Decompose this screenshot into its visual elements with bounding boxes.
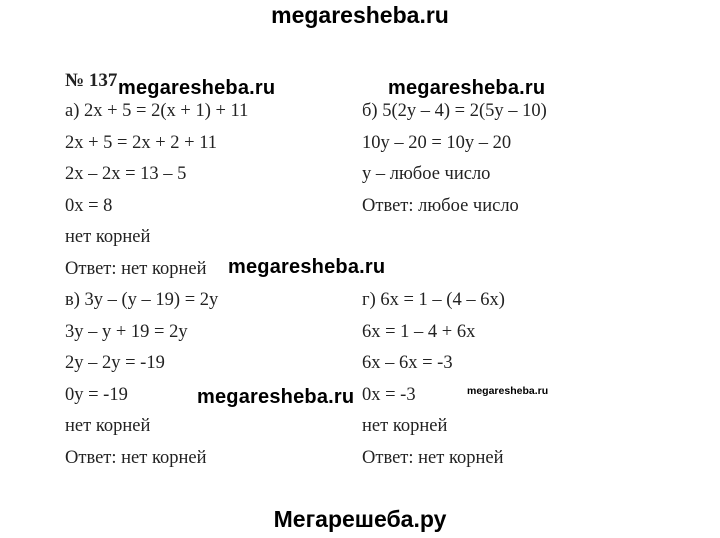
part-g-line: г) 6x = 1 – (4 – 6x) <box>362 290 505 310</box>
part-g-line: 6x – 6x = -3 <box>362 353 453 374</box>
part-a-line: 0x = 8 <box>65 195 113 216</box>
watermark: megaresheba.ru <box>197 386 355 408</box>
watermark-small: megaresheba.ru <box>467 385 549 397</box>
part-v-line: 2y – 2y = -19 <box>65 353 165 374</box>
part-v-line: в) 3y – (y – 19) = 2y <box>65 290 219 310</box>
part-v-line: 0y = -19 <box>65 384 128 405</box>
part-a-line: 2x + 5 = 2x + 2 + 11 <box>65 132 218 153</box>
part-a-line: нет корней <box>65 227 151 248</box>
part-g-answer: Ответ: нет корней <box>362 447 504 468</box>
part-a-answer: Ответ: нет корней <box>65 258 207 279</box>
task-number: № 137 <box>65 70 118 91</box>
part-b-line: б) 5(2y – 4) = 2(5y – 10) <box>362 101 547 121</box>
part-b <box>362 96 547 222</box>
part-a-line: а) 2x + 5 = 2(x + 1) + 11 <box>65 101 249 121</box>
watermark: megaresheba.ru <box>228 256 386 278</box>
part-g-line: 0x = -3 <box>362 384 416 405</box>
part-b-line: y – любое число <box>362 164 491 185</box>
part-v-line: 3y – y + 19 = 2y <box>65 321 188 342</box>
part-v-line: нет корней <box>65 416 151 437</box>
watermark: megaresheba.ru <box>118 77 276 99</box>
part-a <box>65 96 248 286</box>
part-b-line: 10y – 20 = 10y – 20 <box>362 132 512 153</box>
part-a-line: 2x – 2x = 13 – 5 <box>65 164 187 185</box>
part-v-answer: Ответ: нет корней <box>65 447 207 468</box>
site-footer: Мегарешеба.ру <box>273 506 447 532</box>
part-v <box>65 285 218 475</box>
site-header: megaresheba.ru <box>271 2 449 28</box>
part-g-line: нет корней <box>362 416 448 437</box>
part-g-line: 6x = 1 – 4 + 6x <box>362 321 476 342</box>
part-g <box>362 285 505 475</box>
part-b-answer: Ответ: любое число <box>362 195 519 216</box>
watermark: megaresheba.ru <box>388 77 546 99</box>
